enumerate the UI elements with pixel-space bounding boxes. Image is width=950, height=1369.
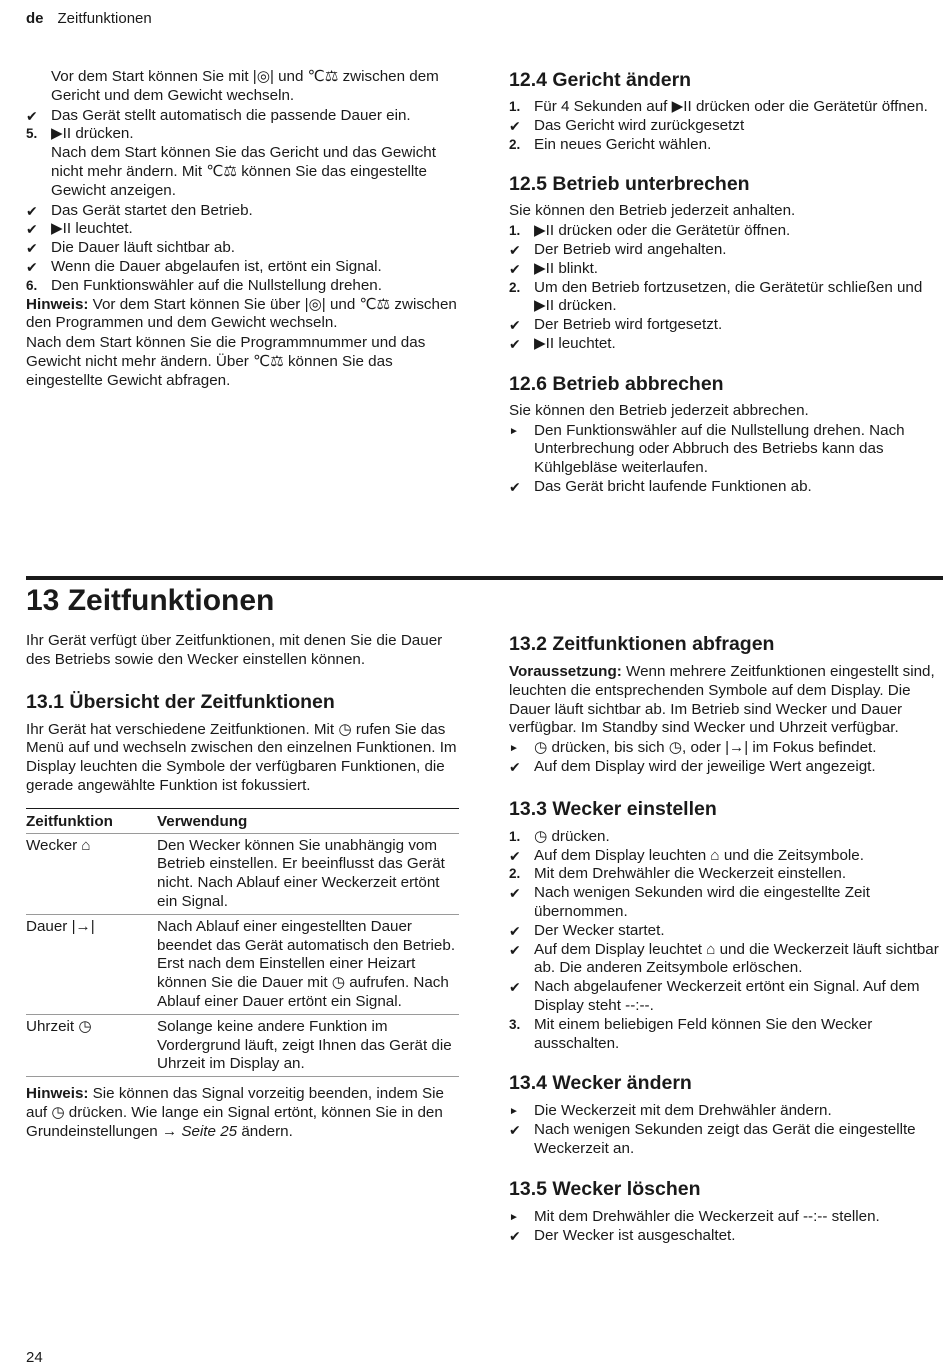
step-number: 5.	[26, 126, 38, 142]
check-icon: ✔	[26, 221, 38, 238]
result-item	[26, 202, 460, 221]
table-cell-usage: Den Wecker können Sie unabhängig vom Betrieb einstellen. Er beeinflusst das Gerät nicht. Nach Ablauf einer Weckerzeit ertönt ein Signal.	[157, 833, 459, 914]
item-text: Auf dem Display wird der jeweilige Wert angezeigt.	[534, 757, 876, 775]
item-text: Das Gerät startet den Betrieb.	[51, 201, 253, 219]
item-text: Das Gerät stellt automatisch die passende Dauer ein.	[51, 106, 411, 124]
action-item	[509, 1102, 943, 1121]
header-title: Zeitfunktionen	[57, 10, 152, 27]
item-text: ▶II drücken oder die Gerätetür öffnen.	[534, 222, 791, 240]
result-item	[509, 1121, 943, 1159]
step-item	[509, 828, 943, 847]
item-text: ▶II blinkt.	[534, 259, 599, 277]
item-text: Der Betrieb wird fortgesetzt.	[534, 316, 723, 334]
result-item	[509, 241, 943, 260]
left-top-column	[26, 68, 460, 392]
time-functions-table	[26, 808, 459, 1077]
check-icon: ✔	[509, 317, 521, 334]
check-icon: ✔	[509, 478, 521, 495]
prereq-label: Voraussetzung:	[509, 663, 622, 680]
step-number: 6.	[26, 277, 38, 293]
chapter-13-title: 13 Zeitfunktionen	[26, 584, 275, 617]
result-item	[509, 978, 943, 1016]
paragraph: Vor dem Start können Sie mit |◎| und ℃⚖ zwischen dem Gericht und dem Gewicht wechseln.	[51, 68, 439, 104]
result-item	[509, 941, 943, 979]
right-bottom-column	[509, 632, 943, 1245]
chapter-rule	[26, 576, 943, 580]
item-text: ▶II leuchtet.	[534, 334, 616, 352]
item-text: Die Dauer läuft sichtbar ab.	[51, 239, 236, 257]
result-item	[26, 220, 460, 239]
table-cell-function: Uhrzeit ◷	[26, 1014, 157, 1076]
item-text: Auf dem Display leuchtet ⌂ und die Weckerzeit läuft sichtbar ab. Die anderen Zeitsymbole erlöschen.	[534, 940, 939, 977]
paragraph: Sie können den Betrieb jederzeit anhalten.	[509, 202, 796, 220]
item-text: Für 4 Sekunden auf ▶II drücken oder die Gerätetür öffnen.	[534, 98, 928, 115]
item-text: Der Wecker startet.	[534, 921, 665, 939]
chapter-13-intro: Ihr Gerät verfügt über Zeitfunktionen, mit denen Sie die Dauer des Betriebs sowie den Wecker einstellen können.	[26, 632, 443, 668]
item-text: Mit dem Drehwähler die Weckerzeit einstellen.	[534, 865, 847, 883]
step-item	[509, 136, 943, 155]
section-13-3-title: 13.3 Wecker einstellen	[509, 797, 717, 820]
step-number: 2.	[509, 866, 521, 882]
result-item	[509, 316, 943, 335]
item-text: ◷ drücken, bis sich ◷, oder |→| im Fokus befindet.	[534, 739, 877, 757]
item-text: Auf dem Display leuchten ⌂ und die Zeitsymbole.	[534, 846, 864, 864]
item-text: Wenn die Dauer abgelaufen ist, ertönt ein Signal.	[51, 257, 382, 275]
action-item	[509, 422, 943, 478]
step-item	[509, 1016, 943, 1054]
result-item	[509, 884, 943, 922]
action-item	[509, 1208, 943, 1227]
step-number: 1.	[509, 223, 521, 239]
table-cell-function: Wecker ⌂	[26, 833, 157, 914]
item-text: Das Gerät bricht laufende Funktionen ab.	[534, 477, 812, 495]
section-13-1-title: 13.1 Übersicht der Zeitfunktionen	[26, 690, 335, 713]
item-text: ◷ drücken.	[534, 827, 610, 845]
step-item	[509, 865, 943, 884]
note-label: Hinweis:	[26, 1085, 89, 1103]
step-number: 2.	[509, 279, 521, 295]
section-13-2-prereq	[509, 663, 943, 738]
section-12-4-list	[509, 98, 943, 154]
step-item	[509, 279, 943, 317]
action-item	[509, 739, 943, 758]
item-text: Mit dem Drehwähler die Weckerzeit auf --:-- stellen.	[534, 1207, 880, 1225]
check-icon: ✔	[509, 1122, 521, 1139]
paragraph: Nach dem Start können Sie die Programmnummer und das Gewicht nicht mehr ändern. Über ℃⚖ können Sie das eingestellte Gewicht abfragen.	[26, 334, 426, 389]
step-number: 1.	[509, 99, 521, 114]
section-13-5-list	[509, 1208, 943, 1246]
result-item	[509, 478, 943, 497]
result-item	[509, 922, 943, 941]
step-number: 2.	[509, 136, 521, 152]
check-icon: ✔	[509, 241, 521, 258]
page-link[interactable]: Seite 25	[181, 1122, 238, 1140]
step-number: 3.	[509, 1016, 521, 1032]
check-icon: ✔	[26, 107, 38, 124]
prereq-text: Wenn mehrere Zeitfunktionen eingestellt sind, leuchten die entsprechenden Symbole auf dem Display. Die Dauer läuft sichtbar ab. Im Betrieb sind Wecker und Dauer verfügbar. Im Standby sind Wecker und Uhrzeit verfügbar.	[509, 663, 935, 737]
table-row	[26, 833, 459, 914]
section-12-5-title: 12.5 Betrieb unterbrechen	[509, 173, 750, 196]
check-icon: ✔	[509, 335, 521, 352]
item-text: ▶II drücken.	[51, 125, 134, 143]
result-item	[509, 260, 943, 279]
section-13-2-list	[509, 739, 943, 777]
section-13-1-text: Ihr Gerät hat verschiedene Zeitfunktionen. Mit ◷ rufen Sie das Menü auf und wechseln zwischen den einzelnen Funktionen. Im Display leuchten die Symbole der verfügbaren Funktionen, die gerade angewählte Funktion ist fokussiert.	[26, 720, 457, 794]
note-end: ändern.	[237, 1122, 293, 1140]
result-item	[26, 239, 460, 258]
result-item	[26, 258, 460, 277]
paragraph: Nach dem Start können Sie das Gericht und das Gewicht nicht mehr ändern. Mit ℃⚖ können Sie das eingestellte Gewicht anzeigen.	[51, 144, 436, 199]
arrow-icon: ►	[509, 1211, 519, 1223]
check-icon: ✔	[26, 258, 38, 275]
arrow-icon: ►	[509, 425, 519, 437]
table-row	[26, 914, 459, 1014]
item-text: Der Betrieb wird angehalten.	[534, 240, 727, 258]
section-13-4-list	[509, 1102, 943, 1158]
item-text: Das Gericht wird zurückgesetzt	[534, 116, 745, 134]
table-header-usage: Verwendung	[157, 808, 459, 833]
note-label: Hinweis:	[26, 295, 89, 313]
result-item	[509, 117, 943, 136]
arrow-icon: ►	[509, 1106, 519, 1118]
language-code: de	[26, 10, 44, 27]
item-text: Den Funktionswähler auf die Nullstellung drehen.	[51, 276, 382, 294]
item-text: Ein neues Gericht wählen.	[534, 135, 712, 153]
result-item	[26, 107, 460, 126]
right-top-column	[509, 68, 943, 497]
check-icon: ✔	[509, 847, 521, 864]
check-icon: ✔	[509, 885, 521, 902]
section-13-1-note	[26, 1085, 460, 1141]
section-13-2-title: 13.2 Zeitfunktionen abfragen	[509, 633, 775, 655]
note	[26, 296, 460, 334]
section-12-4-title: 12.4 Gericht ändern	[509, 69, 692, 91]
check-icon: ✔	[509, 758, 521, 775]
check-icon: ✔	[26, 202, 38, 219]
section-13-3-list	[509, 828, 943, 1054]
table-header-function: Zeitfunktion	[26, 808, 157, 833]
item-text: Nach wenigen Sekunden zeigt das Gerät die eingestellte Weckerzeit an.	[534, 1121, 916, 1157]
step-item	[509, 98, 943, 117]
left-bottom-column	[26, 582, 460, 1143]
step-item	[509, 222, 943, 241]
item-text: Nach wenigen Sekunden wird die eingestellte Zeit übernommen.	[534, 884, 871, 920]
check-icon: ✔	[509, 260, 521, 277]
item-text: Um den Betrieb fortzusetzen, die Gerätetür schließen und ▶II drücken.	[534, 278, 923, 315]
item-text: Die Weckerzeit mit dem Drehwähler ändern.	[534, 1102, 832, 1120]
step-item	[26, 125, 460, 144]
step-item	[26, 277, 460, 296]
check-icon: ✔	[509, 941, 521, 958]
arrow-icon: ►	[509, 743, 519, 755]
section-13-5-title: 13.5 Wecker löschen	[509, 1177, 701, 1200]
table-cell-usage: Solange keine andere Funktion im Vordergrund läuft, zeigt Ihnen das Gerät die Uhrzeit im Display an.	[157, 1014, 459, 1076]
check-icon: ✔	[509, 979, 521, 996]
result-item	[509, 335, 943, 354]
page-header	[26, 10, 152, 29]
table-cell-usage: Nach Ablauf einer eingestellten Dauer beendet das Gerät automatisch den Betrieb. Erst nach dem Einstellen einer Heizart können Sie die Dauer mit ◷ aufrufen. Nach Ablauf einer Dauer ertönt ein Signal.	[157, 914, 459, 1014]
table-cell-function: Dauer |→|	[26, 914, 157, 1014]
section-12-6-title: 12.6 Betrieb abbrechen	[509, 372, 724, 395]
section-12-6-list	[509, 402, 943, 497]
result-item	[509, 1227, 943, 1246]
check-icon: ✔	[509, 1227, 521, 1244]
result-item	[509, 758, 943, 777]
item-text: Den Funktionswähler auf die Nullstellung drehen. Nach Unterbrechung oder Abbruch des Betriebs kann das Kühlgebläse weiterlaufen.	[534, 421, 905, 477]
item-text: Mit einem beliebigen Feld können Sie den Wecker ausschalten.	[534, 1015, 873, 1052]
table-row	[26, 1014, 459, 1076]
section-13-4-title: 13.4 Wecker ändern	[509, 1072, 692, 1095]
check-icon: ✔	[26, 240, 38, 257]
result-item	[509, 847, 943, 866]
step-number: 1.	[509, 828, 521, 844]
item-text: Nach abgelaufener Weckerzeit ertönt ein Signal. Auf dem Display steht --:--.	[534, 978, 920, 1014]
check-icon: ✔	[509, 922, 521, 939]
check-icon: ✔	[509, 117, 521, 134]
note-text: Sie können das Signal vorzeitig beenden, indem Sie auf ◷ drücken. Wie lange ein Signal ertönt, können Sie in den Grundeinstellungen →	[26, 1085, 444, 1140]
paragraph: Sie können den Betrieb jederzeit abbrechen.	[509, 401, 809, 419]
section-12-5-list	[509, 202, 943, 353]
item-text: ▶II leuchtet.	[51, 220, 133, 238]
item-text: Der Wecker ist ausgeschaltet.	[534, 1226, 736, 1244]
note-text: Vor dem Start können Sie über |◎| und ℃⚖ zwischen den Programmen und dem Gewicht wechseln.	[26, 295, 457, 332]
page-number: 24	[26, 1349, 43, 1366]
